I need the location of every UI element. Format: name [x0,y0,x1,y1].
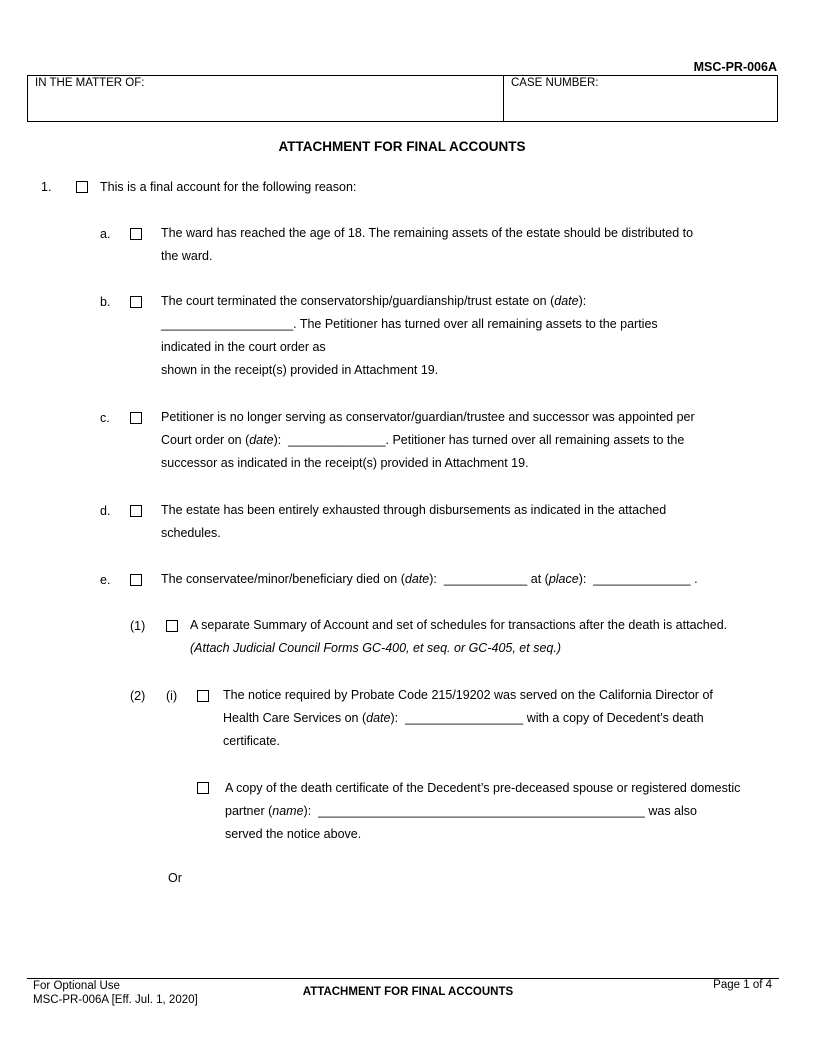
item-a-line-2: the ward. [161,249,213,263]
item-c-label: c. [100,411,110,425]
item-b-line-4: shown in the receipt(s) provided in Attachment 19. [161,363,439,377]
item-e1-text [190,614,727,660]
item-e2-spouse-name-blank[interactable]: _______________________________________________ [318,804,645,818]
footer-form-rev: MSC-PR-006A [Eff. Jul. 1, 2020] [33,994,198,1006]
item-a-line-1: The ward has reached the age of 18. The remaining assets of the estate should be distributed to [161,226,694,240]
item-e2-spouse-checkbox[interactable] [197,782,209,794]
item-c-date-blank[interactable]: ______________ [288,433,386,447]
footer-title: ATTACHMENT FOR FINAL ACCOUNTS [302,986,514,998]
page-title: ATTACHMENT FOR FINAL ACCOUNTS [278,139,526,154]
item-c-line-1: Petitioner is no longer serving as conservator/guardian/trustee and successor was appointed per [161,410,695,424]
item-e-checkbox[interactable] [130,574,142,586]
footer-optional-use: For Optional Use [33,980,120,992]
or-text: Or [168,871,182,885]
item-e2i-checkbox[interactable] [197,690,209,702]
item-b-text [161,290,658,382]
item-e2i-line-2: Health Care Services on (date): _________________ with a copy of Decedent’s death [223,711,704,725]
item-e-text: The conservatee/minor/beneficiary died on (date): ____________ at (place): ______________ . [161,572,698,586]
item-e2i-line-1: The notice required by Probate Code 215/19202 was served on the California Director of [223,688,713,702]
item-e2i-text [223,684,713,753]
item-1-number: 1. [41,180,52,194]
item-c-line-3: successor as indicated in the receipt(s) provided in Attachment 19. [161,456,529,470]
case-number-field[interactable] [504,76,777,121]
item-e2i-line-3: certificate. [223,734,280,748]
matter-label: IN THE MATTER OF: [35,77,145,89]
matter-field[interactable] [28,76,504,121]
item-c-checkbox[interactable] [130,412,142,424]
item-b-line-2: ___________________. The Petitioner has turned over all remaining assets to the parties [161,317,658,331]
item-a-checkbox[interactable] [130,228,142,240]
item-e-place-blank[interactable]: ______________ [593,572,691,586]
item-d-label: d. [100,504,111,518]
item-e2i-date-blank[interactable]: _________________ [405,711,524,725]
item-e-label: e. [100,573,111,587]
item-e2-sub-label: (i) [166,689,178,703]
item-e2-spouse-line-2: partner (name): _______________________________________________ was also [225,804,697,818]
page-number: Page 1 of 4 [713,979,772,991]
item-a-text [161,222,693,268]
item-e2-label: (2) [130,689,146,703]
item-e1-line-2: (Attach Judicial Council Forms GC-400, et seq. or GC-405, et seq.) [190,641,561,655]
item-b-line-1: The court terminated the conservatorship/guardianship/trust estate on (date): [161,294,587,308]
item-c-text [161,406,695,475]
item-e1-line-1: A separate Summary of Account and set of schedules for transactions after the death is attached. [190,618,728,632]
item-e1-checkbox[interactable] [166,620,178,632]
item-e2-spouse-line-1: A copy of the death certificate of the Decedent’s pre-deceased spouse or registered domestic [225,781,741,795]
item-a-label: a. [100,227,111,241]
case-number-label: CASE NUMBER: [511,77,599,89]
item-e1-label: (1) [130,619,146,633]
item-d-line-2: schedules. [161,526,221,540]
item-d-checkbox[interactable] [130,505,142,517]
caption-box [27,75,778,122]
item-b-label: b. [100,295,111,309]
item-b-date-blank[interactable]: ___________________ [161,317,294,331]
item-c-line-2: Court order on (date): ______________. Petitioner has turned over all remaining assets to the [161,433,685,447]
item-b-line-3: indicated in the court order as [161,340,326,354]
item-d-text [161,499,666,545]
item-e2-spouse-line-3: served the notice above. [225,827,362,841]
item-1-text: This is a final account for the following reason: [100,180,357,194]
item-b-checkbox[interactable] [130,296,142,308]
form-id: MSC-PR-006A [693,60,777,74]
item-e-date-blank[interactable]: ____________ [443,572,528,586]
item-d-line-1: The estate has been entirely exhausted through disbursements as indicated in the attached [161,503,667,517]
item-1-checkbox[interactable] [76,181,88,193]
item-e2-spouse-text [225,777,740,846]
